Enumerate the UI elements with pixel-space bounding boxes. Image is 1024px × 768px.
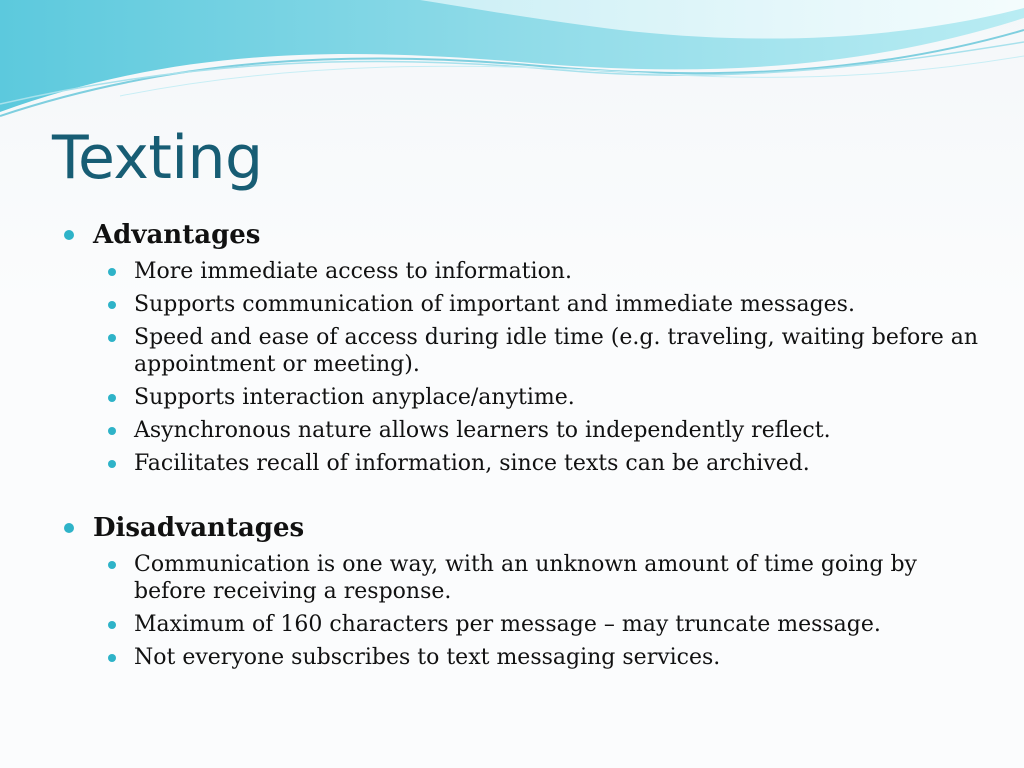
list-item bbox=[62, 450, 982, 477]
bullet-dot-icon bbox=[64, 523, 74, 533]
bullet-dot-icon bbox=[108, 621, 116, 629]
section-heading-label: Disadvantages bbox=[93, 513, 305, 543]
list-item bbox=[62, 291, 982, 318]
bullet-dot-icon bbox=[108, 654, 116, 662]
list-item-text: Speed and ease of access during idle time (e.g. traveling, waiting before an appointment or meeting). bbox=[134, 325, 979, 377]
section-heading-disadvantages bbox=[62, 511, 982, 545]
bullet-dot-icon bbox=[108, 334, 116, 342]
list-item bbox=[62, 417, 982, 444]
list-item-text: Asynchronous nature allows learners to independently reflect. bbox=[134, 418, 831, 443]
slide-title: Texting bbox=[52, 123, 263, 193]
disadvantages-list bbox=[62, 551, 982, 671]
list-item-text: More immediate access to information. bbox=[134, 259, 572, 284]
header-wave-decoration bbox=[0, 0, 1024, 130]
bullet-dot-icon bbox=[108, 561, 116, 569]
list-item-text: Facilitates recall of information, since texts can be archived. bbox=[134, 451, 810, 476]
list-item bbox=[62, 324, 982, 378]
list-item bbox=[62, 611, 982, 638]
slide-body bbox=[62, 218, 982, 671]
list-item bbox=[62, 644, 982, 671]
list-item-text: Communication is one way, with an unknown amount of time going by before receiving a response. bbox=[134, 552, 917, 604]
list-item-text: Not everyone subscribes to text messaging services. bbox=[134, 645, 721, 670]
bullet-dot-icon bbox=[108, 460, 116, 468]
section-heading-label: Advantages bbox=[93, 220, 261, 250]
list-item bbox=[62, 384, 982, 411]
section-spacer bbox=[62, 477, 982, 511]
list-item-text: Maximum of 160 characters per message – may truncate message. bbox=[134, 612, 881, 637]
bullet-dot-icon bbox=[108, 394, 116, 402]
list-item bbox=[62, 258, 982, 285]
list-item-text: Supports communication of important and immediate messages. bbox=[134, 292, 855, 317]
section-heading-advantages bbox=[62, 218, 982, 252]
advantages-list bbox=[62, 258, 982, 477]
list-item bbox=[62, 551, 982, 605]
list-item-text: Supports interaction anyplace/anytime. bbox=[134, 385, 575, 410]
bullet-dot-icon bbox=[108, 301, 116, 309]
bullet-dot-icon bbox=[64, 230, 74, 240]
bullet-dot-icon bbox=[108, 427, 116, 435]
bullet-dot-icon bbox=[108, 268, 116, 276]
